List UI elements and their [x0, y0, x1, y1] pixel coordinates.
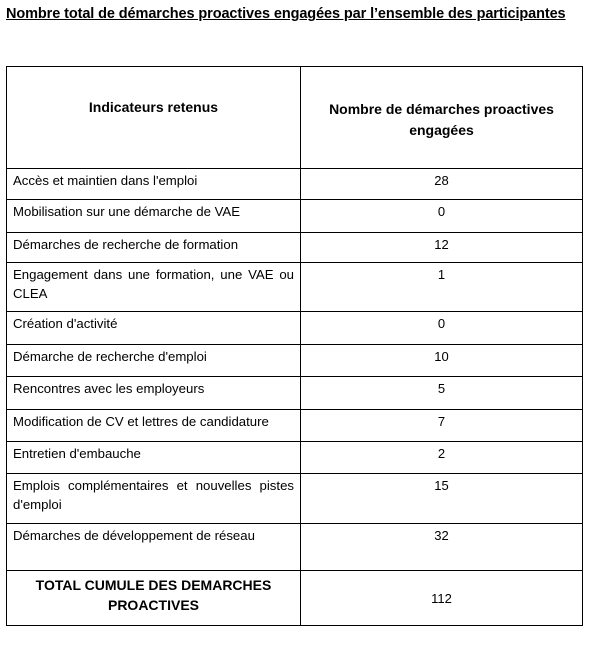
row-value: 32	[301, 524, 583, 571]
proactive-steps-table	[6, 66, 583, 626]
row-value: 0	[301, 200, 583, 233]
total-value: 112	[301, 571, 583, 626]
row-label: Modification de CV et lettres de candidature	[7, 410, 301, 442]
total-label: TOTAL CUMULE DES DEMARCHES PROACTIVES	[7, 571, 301, 626]
total-row	[7, 571, 583, 626]
row-value: 2	[301, 442, 583, 474]
table-row	[7, 200, 583, 233]
table-row	[7, 233, 583, 263]
table-row	[7, 312, 583, 345]
row-value: 5	[301, 377, 583, 410]
row-value: 28	[301, 169, 583, 200]
row-value: 7	[301, 410, 583, 442]
header-count: Nombre de démarches proactives engagées	[301, 67, 583, 169]
row-label: Rencontres avec les employeurs	[7, 377, 301, 410]
row-label: Engagement dans une formation, une VAE ou CLEA	[7, 263, 301, 312]
row-value: 12	[301, 233, 583, 263]
table-row	[7, 524, 583, 571]
row-label: Démarches de développement de réseau	[7, 524, 301, 571]
row-value: 0	[301, 312, 583, 345]
row-value: 15	[301, 474, 583, 524]
row-label: Création d'activité	[7, 312, 301, 345]
table-row	[7, 442, 583, 474]
table-row	[7, 474, 583, 524]
row-label: Mobilisation sur une démarche de VAE	[7, 200, 301, 233]
row-value: 10	[301, 345, 583, 377]
document-title: Nombre total de démarches proactives engagées par l’ensemble des participantes	[6, 6, 566, 22]
row-label: Accès et maintien dans l'emploi	[7, 169, 301, 200]
table-row	[7, 169, 583, 200]
table-header-row	[7, 67, 583, 169]
row-value: 1	[301, 263, 583, 312]
row-label: Démarches de recherche de formation	[7, 233, 301, 263]
table-row	[7, 345, 583, 377]
table-row	[7, 410, 583, 442]
row-label: Entretien d'embauche	[7, 442, 301, 474]
header-indicators: Indicateurs retenus	[7, 67, 301, 169]
row-label: Démarche de recherche d'emploi	[7, 345, 301, 377]
row-label: Emplois complémentaires et nouvelles pistes d'emploi	[7, 474, 301, 524]
table-row	[7, 263, 583, 312]
table-row	[7, 377, 583, 410]
